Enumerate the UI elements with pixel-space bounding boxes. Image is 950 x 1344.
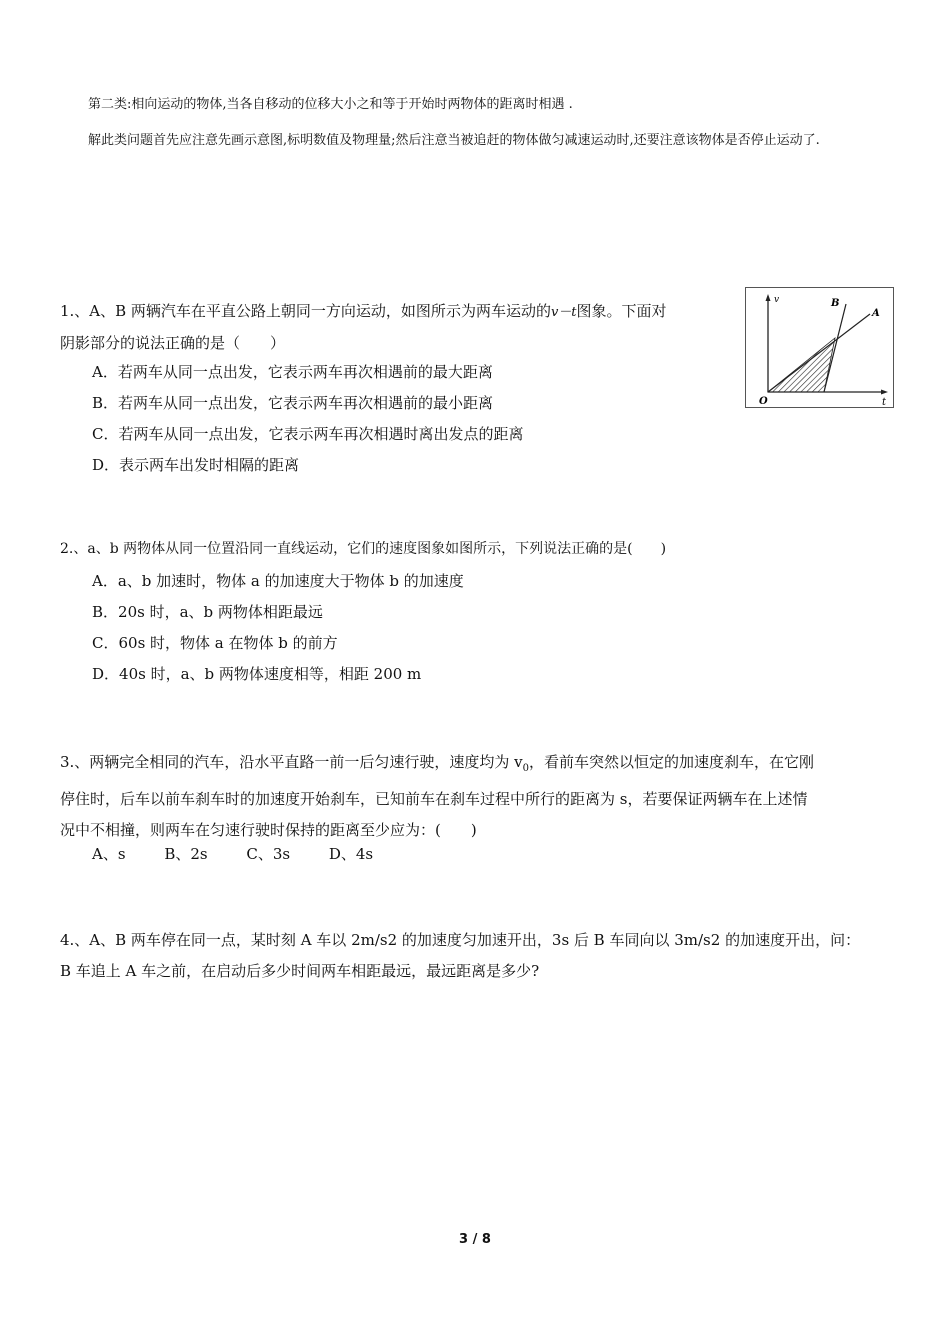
vt-graph-figure [745,287,894,408]
y-axis-label: v [774,295,780,305]
question-1-option-d: D．表示两车出发时相隔的距离 [92,456,300,474]
question-3-line-1a: 3.、两辆完全相同的汽车，沿水平直路一前一后匀速行驶，速度均为 v [60,753,523,771]
question-3-option-d: D、4s [328,845,374,863]
question-3-options [92,843,407,865]
question-3-option-b: B、2s [164,845,208,863]
line-b-label: B [831,298,840,309]
question-4-stem [60,925,892,987]
question-1-option-c: C．若两车从同一点出发，它表示两车再次相遇时离出发点的距离 [92,425,524,443]
question-4-line-2: B 车追上 A 车之前，在启动后多少时间两车相距最远，最远距离是多少? [60,962,540,980]
intro-paragraph-1: 第二类:相向运动的物体,当各自移动的位移大小之和等于开始时两物体的距离时相遇 . [88,97,573,112]
question-1-option-a: A．若两车从同一点出发，它表示两车再次相遇前的最大距离 [92,363,493,381]
question-2-option-a: A．a、b 加速时，物体 a 的加速度大于物体 b 的加速度 [92,572,464,590]
x-axis-arrow [881,390,888,395]
question-3-line-2: 停住时，后车以前车刹车时的加速度开始刹车，已知前车在刹车过程中所行的距离为 s，若要保证两辆车在上述情 [60,790,808,808]
x-axis-label: t [882,397,887,407]
question-4-line-1: 4.、A、B 两车停在同一点，某时刻 A 车以 2m/s2 的加速度匀加速开出，3s 后 B 车同向以 3m/s2 的加速度开出，问： [60,931,861,949]
question-2-stem: 2.、a、b 两物体从同一位置沿同一直线运动，它们的速度图象如图所示，下列说法正确的是( ) [60,541,667,557]
vt-graph [746,288,893,407]
intro-paragraph-2: 解此类问题首先应注意先画示意图,标明数值及物理量;然后注意当被追赶的物体做匀减速运动时,还要注意该物体是否停止运动了. [88,133,820,148]
question-1-stem [60,296,740,359]
question-1-stem-part-c: 阴影部分的说法正确的是（ ） [60,334,286,352]
question-1-option-b: B．若两车从同一点出发，它表示两车再次相遇前的最小距离 [92,394,494,412]
question-1-stem-part-a: 1.、A、B 两辆汽车在平直公路上朝同一方向运动，如图所示为两车运动的 [60,302,551,320]
question-3-option-c: C、3s [246,845,291,863]
question-3-stem [60,747,892,846]
question-1-stem-part-b: 图象。下面对 [576,302,667,320]
question-3-line-3: 况中不相撞，则两车在匀速行驶时保持的距离至少应为：( ) [60,821,477,839]
question-3-option-a: A、s [92,845,126,863]
question-3-line-1b: ，看前车突然以恒定的加速度刹车，在它刚 [528,753,814,771]
question-2-option-b: B．20s 时，a、b 两物体相距最远 [92,603,323,621]
page-number: 3 / 8 [459,1232,491,1247]
vt-label: v－t [550,305,577,320]
question-2-option-d: D．40s 时，a、b 两物体速度相等，相距 200 m [92,665,422,683]
origin-label: O [759,396,768,407]
question-2-option-c: C．60s 时，物体 a 在物体 b 的前方 [92,634,338,652]
y-axis-arrow [766,294,771,301]
v0-subscript: 0 [522,763,529,774]
line-a-label: A [872,308,880,319]
